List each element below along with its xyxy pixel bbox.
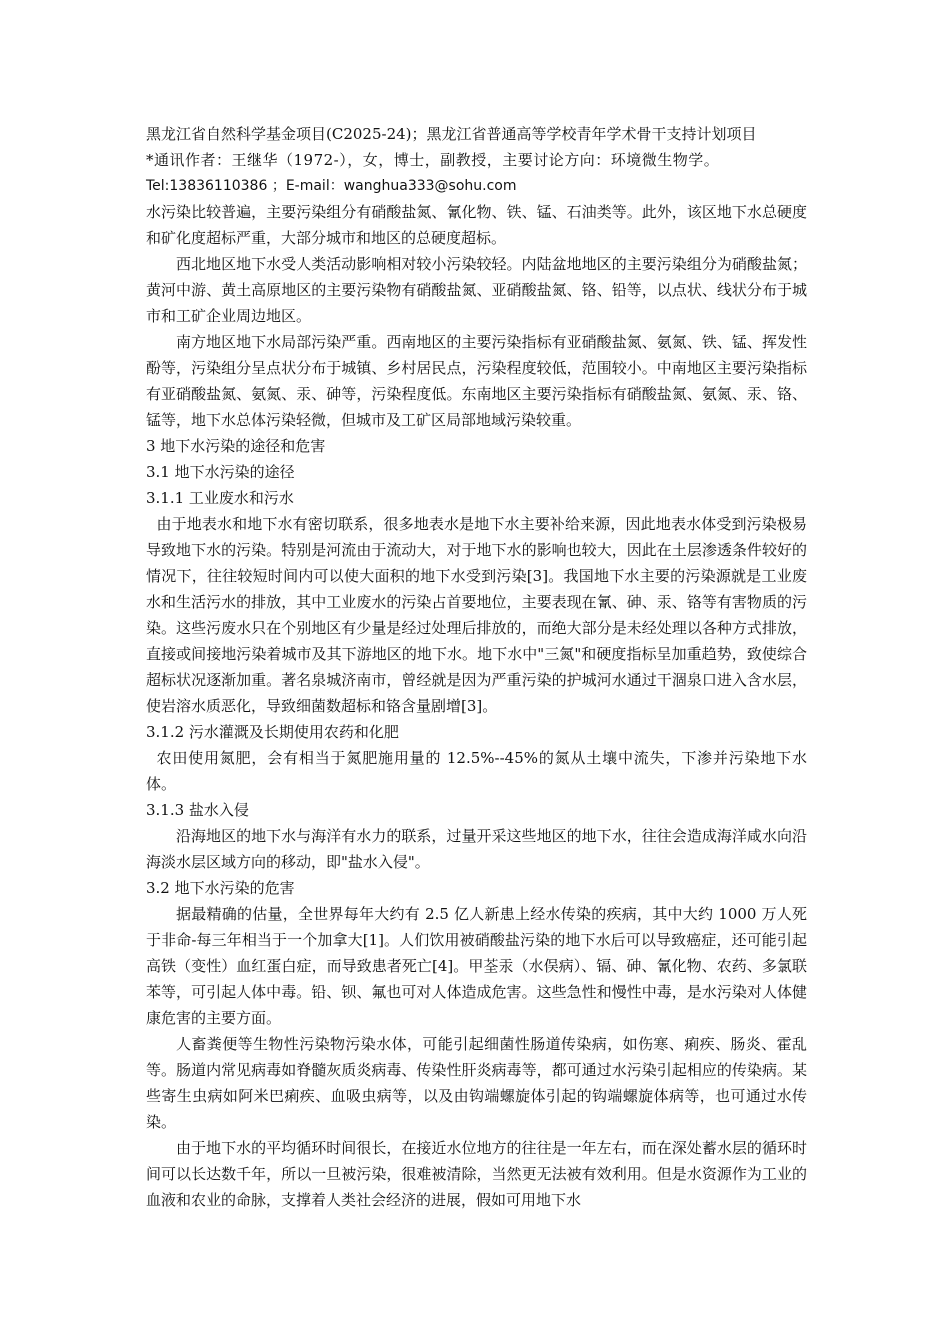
heading-section-3: 3 地下水污染的途径和危害	[146, 437, 326, 455]
heading-section-3-1-2: 3.1.2 污水灌溉及长期使用农药和化肥	[146, 723, 399, 741]
heading-section-3-1: 3.1 地下水污染的途径	[146, 463, 295, 481]
heading-section-3-1-1: 3.1.1 工业废水和污水	[146, 489, 294, 507]
paragraph-harm-2: 人畜粪便等生物性污染物污染水体，可能引起细菌性肠道传染病，如伤寒、痢疾、肠炎、霍乱等。肠道内常见病毒如脊髓灰质炎病毒、传染性肝炎病毒等，都可通过水污染引起相应的传染病。某些寄生虫病如阿米巴痢疾、血吸虫病等，以及由钩端螺旋体引起的钩端螺旋体病等，也可通过水传染。	[146, 1035, 807, 1131]
contact-note: Tel:13836110386 ；E-mail：wanghua333@sohu.com	[146, 178, 517, 194]
paragraph-agriculture: 农田使用氮肥，会有相当于氮肥施用量的 12.5%--45%的氮从土壤中流失，下渗并污染地下水体。	[146, 749, 807, 793]
heading-section-3-2: 3.2 地下水污染的危害	[146, 879, 295, 897]
paragraph-harm-1: 据最精确的估量，全世界每年大约有 2.5 亿人新患上经水传染的疾病，其中大约 1000 万人死于非命-每三年相当于一个加拿大[1]。人们饮用被硝酸盐污染的地下水后可以导致癌症，还可能引起高铁（变性）血红蛋白症，而导致患者死亡[4]。甲荃汞（水俣病）、镉、砷、氰化物、农药、多氯联苯等，可引起人体中毒。铅、钡、氟也可对人体造成危害。这些急性和慢性中毒，是水污染对人体健康危害的主要方面。	[146, 905, 807, 1027]
paragraph-industrial: 由于地表水和地下水有密切联系，很多地表水是地下水主要补给来源，因此地表水体受到污染极易导致地下水的污染。特别是河流由于流动大，对于地下水的影响也较大，因此在土层渗透条件较好的情况下，往往较短时间内可以使大面积的地下水受到污染[3]。我国地下水主要的污染源就是工业废水和生活污水的排放，其中工业废水的污染占首要地位，主要表现在氰、砷、汞、铬等有害物质的污染。这些污废水只在个别地区有少量是经过处理后排放的，而绝大部分是未经处理以各种方式排放，直接或间接地污染着城市及其下游地区的地下水。地下水中"三氮"和硬度指标呈加重趋势，致使综合超标状况逐渐加重。著名泉城济南市，曾经就是因为严重污染的护城河水通过干涸泉口进入含水层，使岩溶水质恶化，导致细菌数超标和铬含量剧增[3]。	[146, 515, 807, 715]
author-note: *通讯作者：王继华（1972-），女，博士，副教授，主要讨论方向：环境微生物学。	[146, 151, 720, 169]
fund-note: 黑龙江省自然科学基金项目(C2025-24)；黑龙江省普通高等学校青年学术骨干支持计划项目	[146, 125, 757, 143]
paragraph-north-continued: 水污染比较普遍，主要污染组分有硝酸盐氮、氰化物、铁、锰、石油类等。此外，该区地下水总硬度和矿化度超标严重，大部分城市和地区的总硬度超标。	[146, 203, 807, 247]
paragraph-northwest: 西北地区地下水受人类活动影响相对较小污染较轻。内陆盆地地区的主要污染组分为硝酸盐氮；黄河中游、黄土高原地区的主要污染物有硝酸盐氮、亚硝酸盐氮、铬、铅等，以点状、线状分布于城市和工矿企业周边地区。	[146, 255, 807, 325]
paragraph-harm-3: 由于地下水的平均循环时间很长，在接近水位地方的往往是一年左右，而在深处蓄水层的循环时间可以长达数千年，所以一旦被污染，很难被清除，当然更无法被有效利用。但是水资源作为工业的血液和农业的命脉，支撑着人类社会经济的进展，假如可用地下水	[146, 1139, 807, 1209]
paragraph-salt-intrusion: 沿海地区的地下水与海洋有水力的联系，过量开采这些地区的地下水，往往会造成海洋咸水向沿海淡水层区域方向的移动，即"盐水入侵"。	[146, 827, 807, 871]
heading-section-3-1-3: 3.1.3 盐水入侵	[146, 801, 249, 819]
paragraph-south: 南方地区地下水局部污染严重。西南地区的主要污染指标有亚硝酸盐氮、氨氮、铁、锰、挥发性酚等，污染组分呈点状分布于城镇、乡村居民点，污染程度较低，范围较小。中南地区主要污染指标有亚硝酸盐氮、氨氮、汞、砷等，污染程度低。东南地区主要污染指标有硝酸盐氮、氨氮、汞、铬、锰等，地下水总体污染轻微，但城市及工矿区局部地域污染较重。	[146, 333, 807, 429]
